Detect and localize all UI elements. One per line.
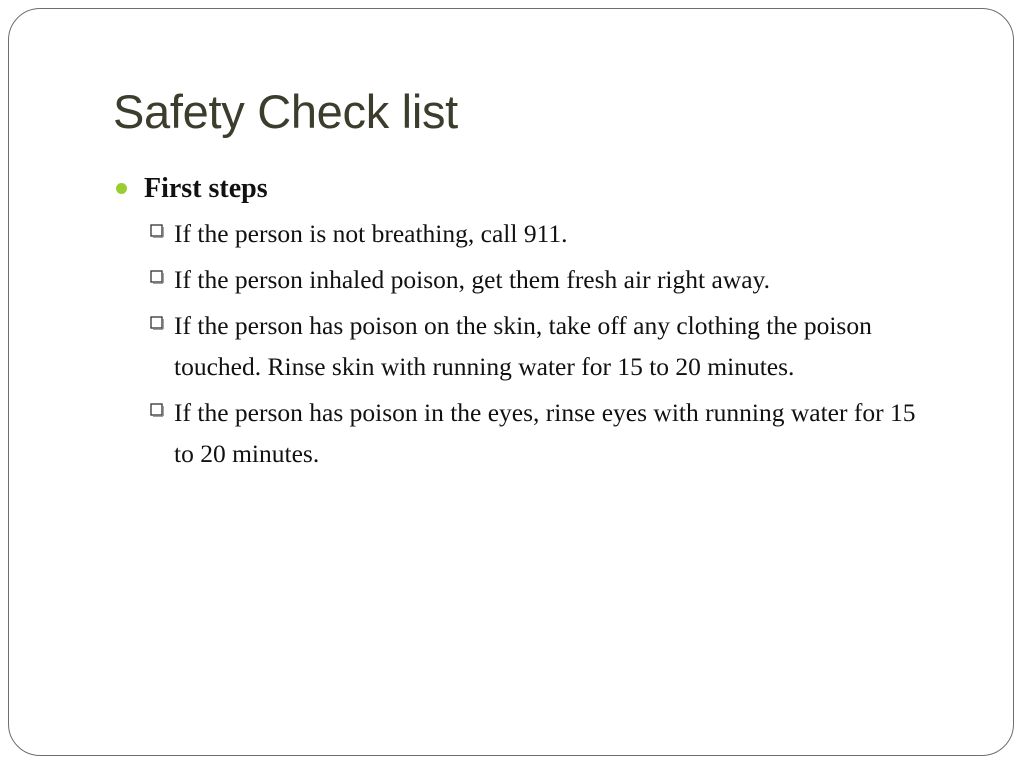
checklist-item-text: If the person is not breathing, call 911.: [174, 219, 568, 248]
checklist-item-text: If the person has poison on the skin, take off any clothing the poison touched. Rinse skin with running water for 15 to 20 minutes.: [174, 311, 872, 381]
bullet-first-steps: [113, 170, 933, 208]
checklist-item: [150, 259, 933, 300]
slide-title: Safety Check list: [113, 85, 458, 138]
checklist-item-text: If the person inhaled poison, get them fresh air right away.: [174, 265, 771, 294]
checklist-item-text: If the person has poison in the eyes, rinse eyes with running water for 15 to 20 minutes.: [174, 398, 916, 468]
checklist-item: [150, 213, 933, 254]
round-bullet-icon: [116, 183, 127, 194]
hollow-square-checkbox-icon: [150, 224, 164, 238]
hollow-square-checkbox-icon: [150, 316, 164, 330]
checklist-item: [150, 305, 933, 387]
hollow-square-checkbox-icon: [150, 403, 164, 417]
hollow-square-checkbox-icon: [150, 270, 164, 284]
section-heading: First steps: [144, 173, 268, 204]
checklist-item: [150, 392, 933, 474]
slide-body: [113, 170, 933, 474]
